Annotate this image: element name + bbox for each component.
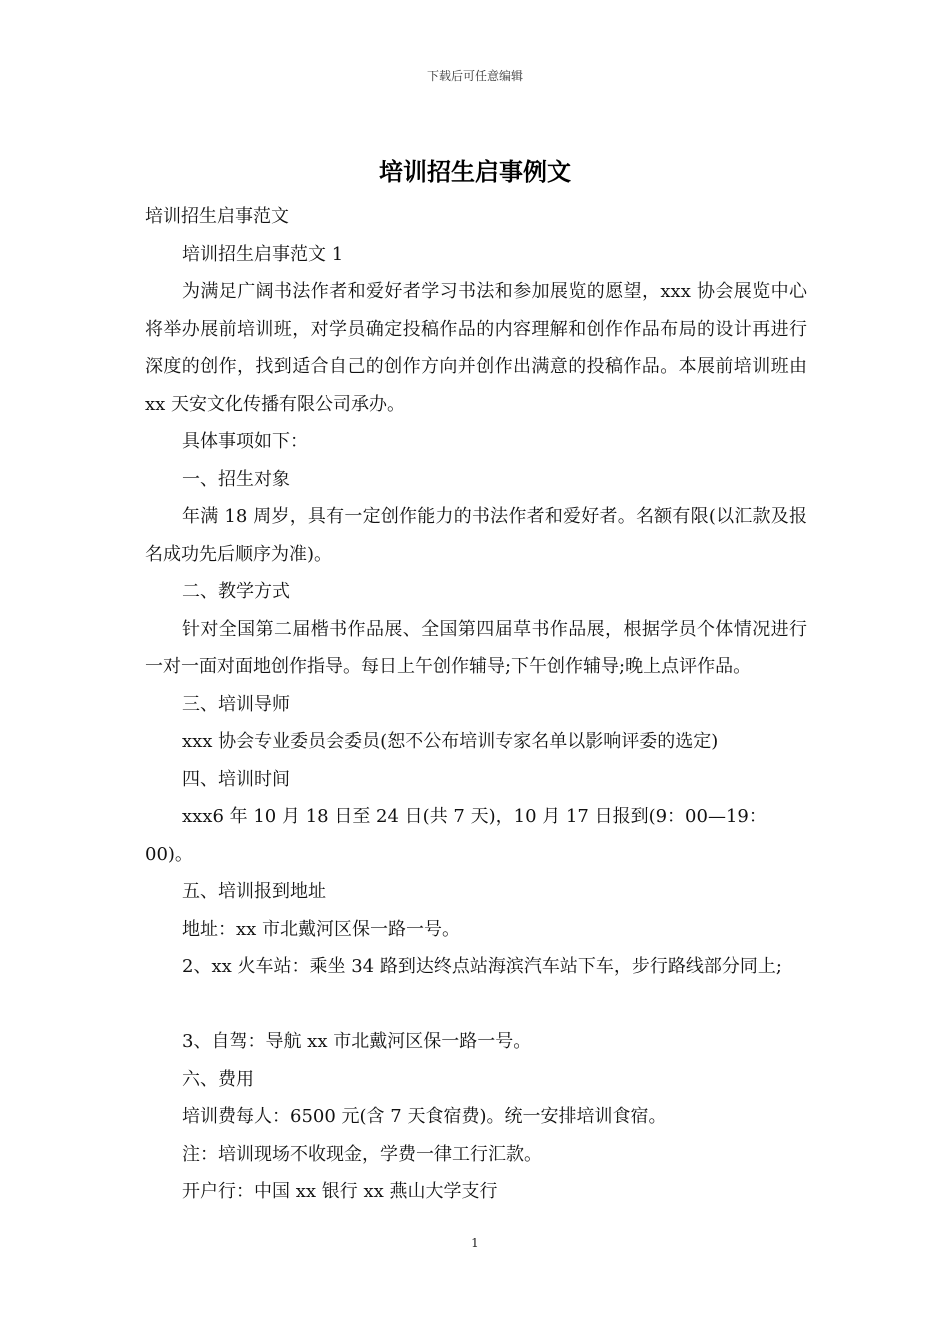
address-text: 地址：xx 市北戴河区保一路一号。 xyxy=(182,918,461,940)
heading-enrollment-target: 一、招生对象 xyxy=(182,468,290,490)
bank-info: 开户行：中国 xx 银行 xx 燕山大学支行 xyxy=(182,1181,498,1202)
training-time-text: xxx6 年 10 月 18 日至 24 日(共 7 天)，10 月 17 日报到(9：00—19：00)。 xyxy=(145,806,767,865)
details-intro: 具体事项如下： xyxy=(182,431,308,452)
intro-paragraph: 为满足广阔书法作者和爱好者学习书法和参加展览的愿望，xxx 协会展览中心将举办展前培训班，对学员确定投稿作品的内容理解和创作作品布局的设计再进行深度的创作，找到适合自己的创作方向并创作出满意的投稿作品。本展前培训班由 xx 天安文化传播有限公司承办。 xyxy=(145,281,807,415)
heading-address: 五、培训报到地址 xyxy=(182,881,326,902)
heading-fees: 六、费用 xyxy=(182,1068,254,1090)
blank-line xyxy=(145,986,807,1024)
teaching-method-text: 针对全国第二届楷书作品展、全国第四届草书作品展，根据学员个体情况进行一对一面对面地创作指导。每日上午创作辅导;下午创作辅导;晚上点评作品。 xyxy=(145,618,807,677)
heading-instructors: 三、培训导师 xyxy=(182,693,290,715)
driving-directions: 3、自驾：导航 xx 市北戴河区保一路一号。 xyxy=(182,1031,532,1052)
document-title: 培训招生启事例文 xyxy=(379,158,571,186)
page-header-note: 下载后可任意编辑 xyxy=(426,69,523,83)
instructors-text: xxx 协会专业委员会委员(恕不公布培训专家名单以影响评委的选定) xyxy=(182,731,719,752)
payment-note: 注：培训现场不收现金，学费一律工行汇款。 xyxy=(182,1143,542,1165)
subtitle-paragraph: 培训招生启事范文 xyxy=(145,206,289,227)
document-body xyxy=(145,198,807,1211)
fee-text: 培训费每人：6500 元(含 7 天食宿费)。统一安排培训食宿。 xyxy=(182,1106,667,1127)
section-heading: 培训招生启事范文 1 xyxy=(182,243,344,265)
enrollment-target-text: 年满 18 周岁，具有一定创作能力的书法作者和爱好者。名额有限(以汇款及报名成功先后顺序为准)。 xyxy=(145,506,807,565)
page-number: 1 xyxy=(471,1236,479,1250)
train-station-directions: 2、xx 火车站：乘坐 34 路到达终点站海滨汽车站下车，步行路线部分同上; xyxy=(182,956,782,977)
heading-teaching-method: 二、教学方式 xyxy=(182,581,290,602)
heading-training-time: 四、培训时间 xyxy=(182,768,290,790)
